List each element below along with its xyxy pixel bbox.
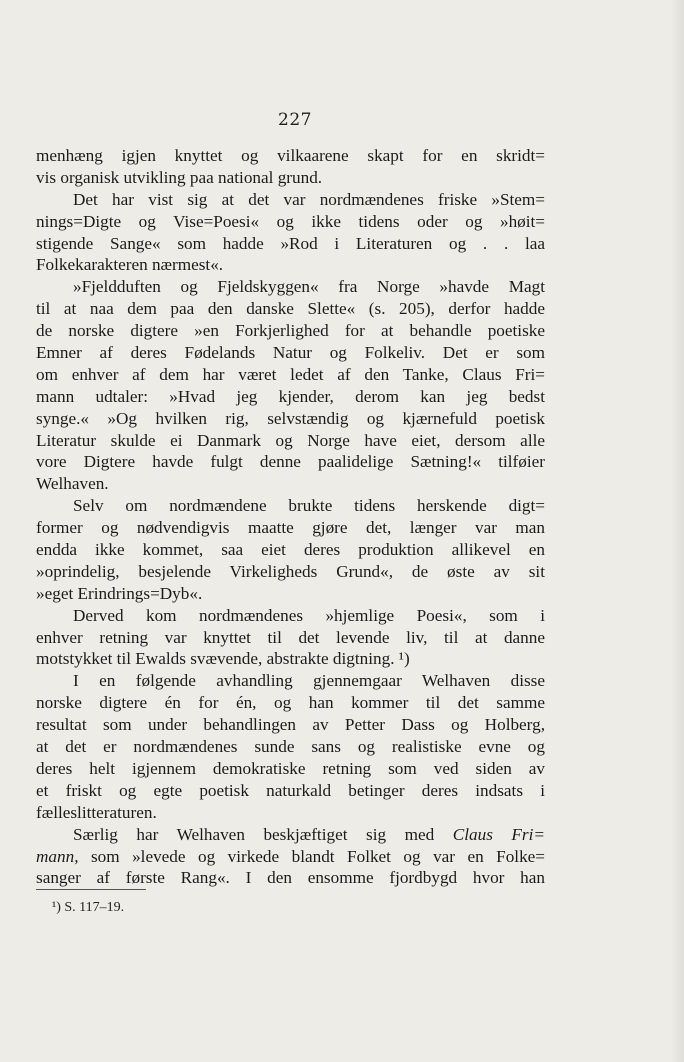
text-line: Selv om nordmændene brukte tidens herskende digt= — [73, 496, 545, 516]
text-line: Folkekarakteren nærmest«. — [36, 255, 224, 275]
text-line: de norske digtere »en Forkjerlighed for at behandle poetiske — [36, 321, 545, 341]
text-line: om enhver af dem har været ledet af den Tanke, Claus Fri= — [36, 364, 545, 384]
text-line: menhæng igjen knyttet og vilkaarene skapt for en skridt= — [36, 146, 545, 165]
text-line: til at naa dem paa den danske Slette« (s. 205), derfor hadde — [36, 299, 545, 319]
footnote-divider — [36, 889, 146, 890]
text-line: former og nødvendigvis maatte gjøre det, længer var man — [36, 518, 545, 538]
text-line: mann, som »levede og virkede blandt Folket og var en Folke= — [36, 846, 545, 866]
text-line: vore Digtere havde fulgt denne paalidelige Sætning!« tilføier — [36, 452, 545, 472]
text-line: sanger af første Rang«. I den ensomme fjordbygd hvor han — [36, 868, 545, 888]
text-line: Særlig har Welhaven beskjæftiget sig med Claus Fri= — [73, 824, 545, 844]
body-text — [36, 145, 545, 889]
text-line: I en følgende avhandling gjennemgaar Welhaven disse — [73, 671, 545, 691]
text-line: norske digtere én for én, og han kommer til det samme — [36, 693, 545, 713]
text-line: Welhaven. — [36, 474, 109, 494]
text-line: enhver retning var knyttet til det levende liv, til at danne — [36, 627, 545, 647]
text-line: mann udtaler: »Hvad jeg kjender, derom kan jeg bedst — [36, 386, 545, 406]
text-line: Emner af deres Fødelands Natur og Folkeliv. Det er som — [36, 343, 545, 363]
text-line: synge.« »Og hvilken rig, selvstændig og kjærnefuld poetisk — [36, 408, 545, 428]
text-line: stigende Sange« som hadde »Rod i Literaturen og . . laa — [36, 233, 545, 253]
text-line: »oprindelig, besjelende Virkeligheds Grund«, de øste av sit — [36, 561, 545, 581]
text-line: et friskt og egte poetisk naturkald betinger deres indsats i — [36, 780, 545, 800]
text-line: fælleslitteraturen. — [36, 802, 157, 822]
text-line: »eget Erindrings=Dyb«. — [36, 583, 203, 603]
text-line: vis organisk utvikling paa national grund. — [36, 167, 323, 187]
footnote: ¹) S. 117–19. — [52, 900, 125, 915]
text-line: Derved kom nordmændenes »hjemlige Poesi«, som i — [73, 605, 545, 625]
text-line: »Fjeldduften og Fjeldskyggen« fra Norge »havde Magt — [73, 277, 545, 297]
text-line: deres helt igjennem demokratiske retning som ved siden av — [36, 758, 545, 778]
text-line: endda ikke kommet, saa eiet deres produktion allikevel en — [36, 540, 545, 560]
text-line: Det har vist sig at det var nordmændenes friske »Stem= — [73, 189, 545, 209]
text-line: motstykket til Ewalds svævende, abstrakte digtning. ¹) — [36, 649, 410, 669]
text-line: resultat som under behandlingen av Petter Dass og Holberg, — [36, 715, 545, 735]
page-edge-shadow — [670, 0, 684, 1062]
page-number: 227 — [278, 110, 312, 130]
text-line: Literatur skulde ei Danmark og Norge have eiet, dersom alle — [36, 430, 545, 450]
text-line: nings=Digte og Vise=Poesi« og ikke tidens oder og »høit= — [36, 211, 545, 231]
text-line: at det er nordmændenes sunde sans og realistiske evne og — [36, 737, 545, 757]
